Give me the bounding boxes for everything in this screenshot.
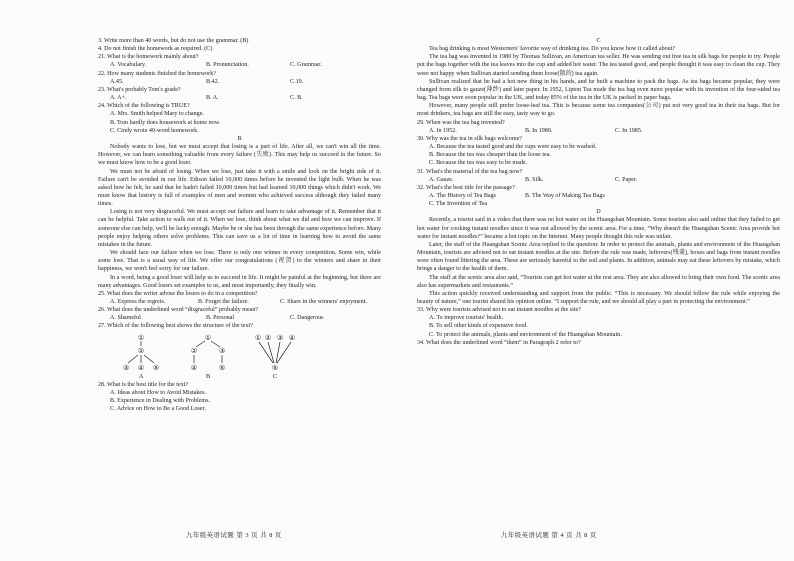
circled-number: ② xyxy=(190,346,198,355)
question-33: 33. Why were tourists advised not to eat instant noodles at the site? xyxy=(417,307,581,314)
diagram-b-figure xyxy=(180,333,236,373)
q32-options xyxy=(417,192,780,200)
option: A. Shameful xyxy=(110,315,141,322)
question-22: 22. How many students finished the homework? xyxy=(98,70,216,77)
structure-diagrams xyxy=(116,333,381,380)
question-24: 24. Which of the following is TRUE? xyxy=(98,103,190,110)
option: A. Vocabulary. xyxy=(110,62,147,69)
option: A. Ideas about How to Avoid Mistakes. xyxy=(110,389,207,396)
diagram-label: B xyxy=(205,372,211,380)
paragraph: In a word, being a good loser will help us to succeed in life. It might be painful at the beginning, but there are many advantages. Good losers set examples to us, and most importantly, they finally win. xyxy=(98,274,381,289)
paragraph: Losing is not very disgraceful. We must accept our failure and learn to take advantage of it. Remember that it can be helpful. Take action to walk out of it. When we lose, think about what we did and how we can improve. If someone else can help, we'll be lucky enough. Maybe he or she has been through the same experience before. Many people enjoy helping others solve problems. This can save us a lot of time in learning how to avoid the same mistakes in the future. xyxy=(98,209,381,248)
option: B. The Way of Making Tea Bags xyxy=(525,192,605,199)
option: A. Because the tea tasted good and the cups were easy to be washed. xyxy=(429,144,597,151)
option: C. Paper. xyxy=(615,176,638,183)
question-34: 34. What does the underlined word “them” in Paragraph 2 refer to? xyxy=(417,339,581,346)
diagram-label: A xyxy=(138,372,144,380)
option: C. Dangerous xyxy=(290,315,324,322)
option: A. Gauze. xyxy=(429,176,454,183)
circled-number: ⑤ xyxy=(271,363,279,372)
option: A.45. xyxy=(110,78,124,85)
paragraph: Later, the staff of the Huangshan Scenic Area replied to the question: In order to protect the animals, plants and environment of the Huangshan Mountain, tourists are advised not to eat instant noodles at the site. Before the rule was made, leftovers(残羹), boxes and bags from instant noodles were often found littering the area. These are seriously harmful to the soil and plants. In addition, animals may eat these leftovers by mistake, which brings a danger to the health of them. xyxy=(417,241,780,273)
paragraph: The staff at the scenic area also said, “Tourists can get hot water at the rest area. They are also allowed to bring their own food. The scenic area also has supermarkets and restaurants.” xyxy=(417,274,780,289)
question-29: 29. When was the tea bag invented? xyxy=(417,119,505,126)
circled-number: ⑤ xyxy=(218,363,226,372)
option: C. Grammar. xyxy=(290,62,322,69)
paragraph: We must not be afraid of losing. When we lose, just take it with a smile and look on the bright side of it. Failure can't be avoided in our life. Edison failed 10,000 times before he invented the light bulb. When he was asked how he felt, he said that he hadn't failed 10,000 times but had learned 10,000 things which didn't work. We must know that history is full of examples of men and women who achieved success although they failed many times. xyxy=(98,168,381,208)
option: B. In 1980. xyxy=(525,127,553,134)
page-footer: 九年级英语试题 第 3 页 共 8 页 xyxy=(186,532,282,539)
question-28: 28. What is the best title for the text? xyxy=(98,381,189,388)
option: A. Express the regrets. xyxy=(110,299,166,305)
paragraph: The tea bag was invented in 1980 by Thomas Sullivan, an American tea seller. He was sending out free tea in silk bags for people to try. People put the bags together with the tea leaves into the cup and added hot water. The tea tasted good, and people thought it was easy to clean the cup. They were not happy when Sullivan started sending them loose(散的) tea again. xyxy=(417,54,780,77)
diagram-b xyxy=(180,333,236,380)
option: B. Because the tea was cheaper than the loose tea. xyxy=(429,152,551,159)
diagram-a xyxy=(116,333,166,380)
option: C. Because the tea was easy to be made. xyxy=(429,160,528,167)
option: B.42. xyxy=(206,78,220,85)
option: B. Forget the failure. xyxy=(198,299,249,305)
circled-number: ② xyxy=(264,333,272,342)
option: B. Silk. xyxy=(525,176,544,183)
question-30: 30. Why was the tea in silk bags welcome? xyxy=(417,135,522,142)
option: C. To protect the animals, plants and environment of the Huangshan Mountain. xyxy=(429,331,622,338)
circled-number: ③ xyxy=(218,346,226,355)
question-26: 26. What does the underlined word “disgraceful” probably mean? xyxy=(98,307,259,314)
circled-number: ④ xyxy=(190,363,198,372)
question-21: 21. What is the homework mainly about? xyxy=(98,54,199,61)
option: B. Tom hardly does housework at home now. xyxy=(110,119,221,126)
section-c-heading: C xyxy=(596,38,601,44)
question-31: 31. What's the material of the tea bag now? xyxy=(417,168,523,175)
paragraph: This action quickly received understanding and support from the public. “This is necessary. We should follow the rule while enjoying the beauty of nature,” one tourist shared his opinion online. “I support the rule, and we should all play a part in protecting the environment.” xyxy=(417,290,780,305)
option: C.19. xyxy=(290,78,304,85)
text-line: 3. Write more than 40 words, but do not use the grammar. (B) xyxy=(98,38,249,44)
diagram-label: C xyxy=(272,372,278,380)
option: B. Personal xyxy=(206,315,235,322)
circled-number: ⑤ xyxy=(152,363,160,372)
option: C. Advice on How to Be a Good Loser. xyxy=(110,406,206,413)
diagram-a-figure xyxy=(116,333,166,373)
question-27: 27. Which of the following best shows the structure of the text? xyxy=(98,323,253,330)
option: C. The Invention of Tea xyxy=(429,201,488,208)
circled-number: ③ xyxy=(276,333,284,342)
paragraph: We should face our failure when we lose. There is only one winner in every competition. Some win, while some lose. That is a usual way of life. We offer our congratulations (祝贺) to the winners and share in their happiness, we won't feel sorry for our failure. xyxy=(98,250,381,273)
diagram-c xyxy=(250,333,300,380)
option: B. Pronunciation. xyxy=(206,62,249,69)
option: C. In 1985. xyxy=(615,127,643,134)
page-footer: 九年级英语试题 第 4 页 共 8 页 xyxy=(501,532,597,539)
paragraph: Nobody wants to lose, but we must accept that losing is a part of life. After all, we can't win all the time. However, we can learn something valuable from every failure (失败). This may help us succeed in the future. So we must know how to be a good loser. xyxy=(98,144,381,167)
section-b-heading: B xyxy=(237,135,242,142)
q22-options xyxy=(98,78,381,86)
text-line: 4. Do not finish the homework as required. (C) xyxy=(98,46,213,53)
option: A. Mrs. Smith helped Mary to change. xyxy=(110,111,204,118)
paragraph: However, many people still prefer loose-leaf tea. This is because some tea companies(公司) put not very good tea in their tea bags. But for most drinkers, tea bags are still the easy, tasty way to go. xyxy=(417,103,780,118)
option: C. B. xyxy=(290,95,303,102)
option: B. A. xyxy=(206,95,219,102)
paragraph: Recently, a tourist said in a video that there was no hot water on the Huangshan Mountain. Some tourists also said online that they failed to get hot water for cooking instant noodles since it was not allowed by the scenic area. For a time, “Why doesn't the Huangshan Scenic Area provide hot water for instant noodles?” became a hot topic on the Internet. Many people thought this rule was unfair. xyxy=(417,217,780,240)
section-d-heading: D xyxy=(596,209,601,216)
option: B. Experience in Dealing with Problems. xyxy=(110,397,211,404)
q23-options xyxy=(98,94,381,102)
paragraph: Tea bag drinking is most Westerners' favorite way of drinking tea. Do you know how it called about? xyxy=(429,46,676,53)
question-32: 32. What's the best title for the passage? xyxy=(417,184,515,191)
circled-number: ① xyxy=(254,333,262,342)
q21-options xyxy=(98,61,381,69)
question-23: 23. What's probably Tom's grade? xyxy=(98,86,181,93)
diagram-c-figure xyxy=(250,333,300,373)
option: C. Share in the winners' enjoyment. xyxy=(280,299,367,305)
circled-number: ③ xyxy=(122,363,130,372)
option: A. A+. xyxy=(110,95,127,102)
option: A. In 1952. xyxy=(429,127,457,134)
question-25: 25. What does the writer advise the losers to do in a competition? xyxy=(98,290,258,297)
q26-options xyxy=(98,314,381,322)
q31-options xyxy=(417,176,780,184)
paragraph: Sullivan realized that he had a hot new thing in his hands, and he built a machine to pack the bags. As tea bags became popular, they were changed from silk to gauze(薄纱) and later paper. In 1952, Lipton Tea made the tea bag even more popular with its invention of the four-sided tea bag. Tea bags were soon popular in the UK, and today 85% of the tea in the UK is packed in paper bags. xyxy=(417,78,780,102)
circled-number: ① xyxy=(137,333,145,342)
option: A. The History of Tea Bags xyxy=(429,192,497,199)
right-page xyxy=(397,0,794,561)
q29-options xyxy=(417,127,780,135)
circled-number: ① xyxy=(204,333,212,342)
option: C. Cindy wrote 40-word homework. xyxy=(110,127,199,134)
circled-number: ④ xyxy=(137,363,145,372)
option: B. To sell other kinds of expensive food. xyxy=(429,323,528,330)
circled-number: ④ xyxy=(288,333,296,342)
q25-options xyxy=(98,298,381,306)
circled-number: ② xyxy=(137,346,145,355)
option: A. To improve tourists' health. xyxy=(429,315,504,322)
